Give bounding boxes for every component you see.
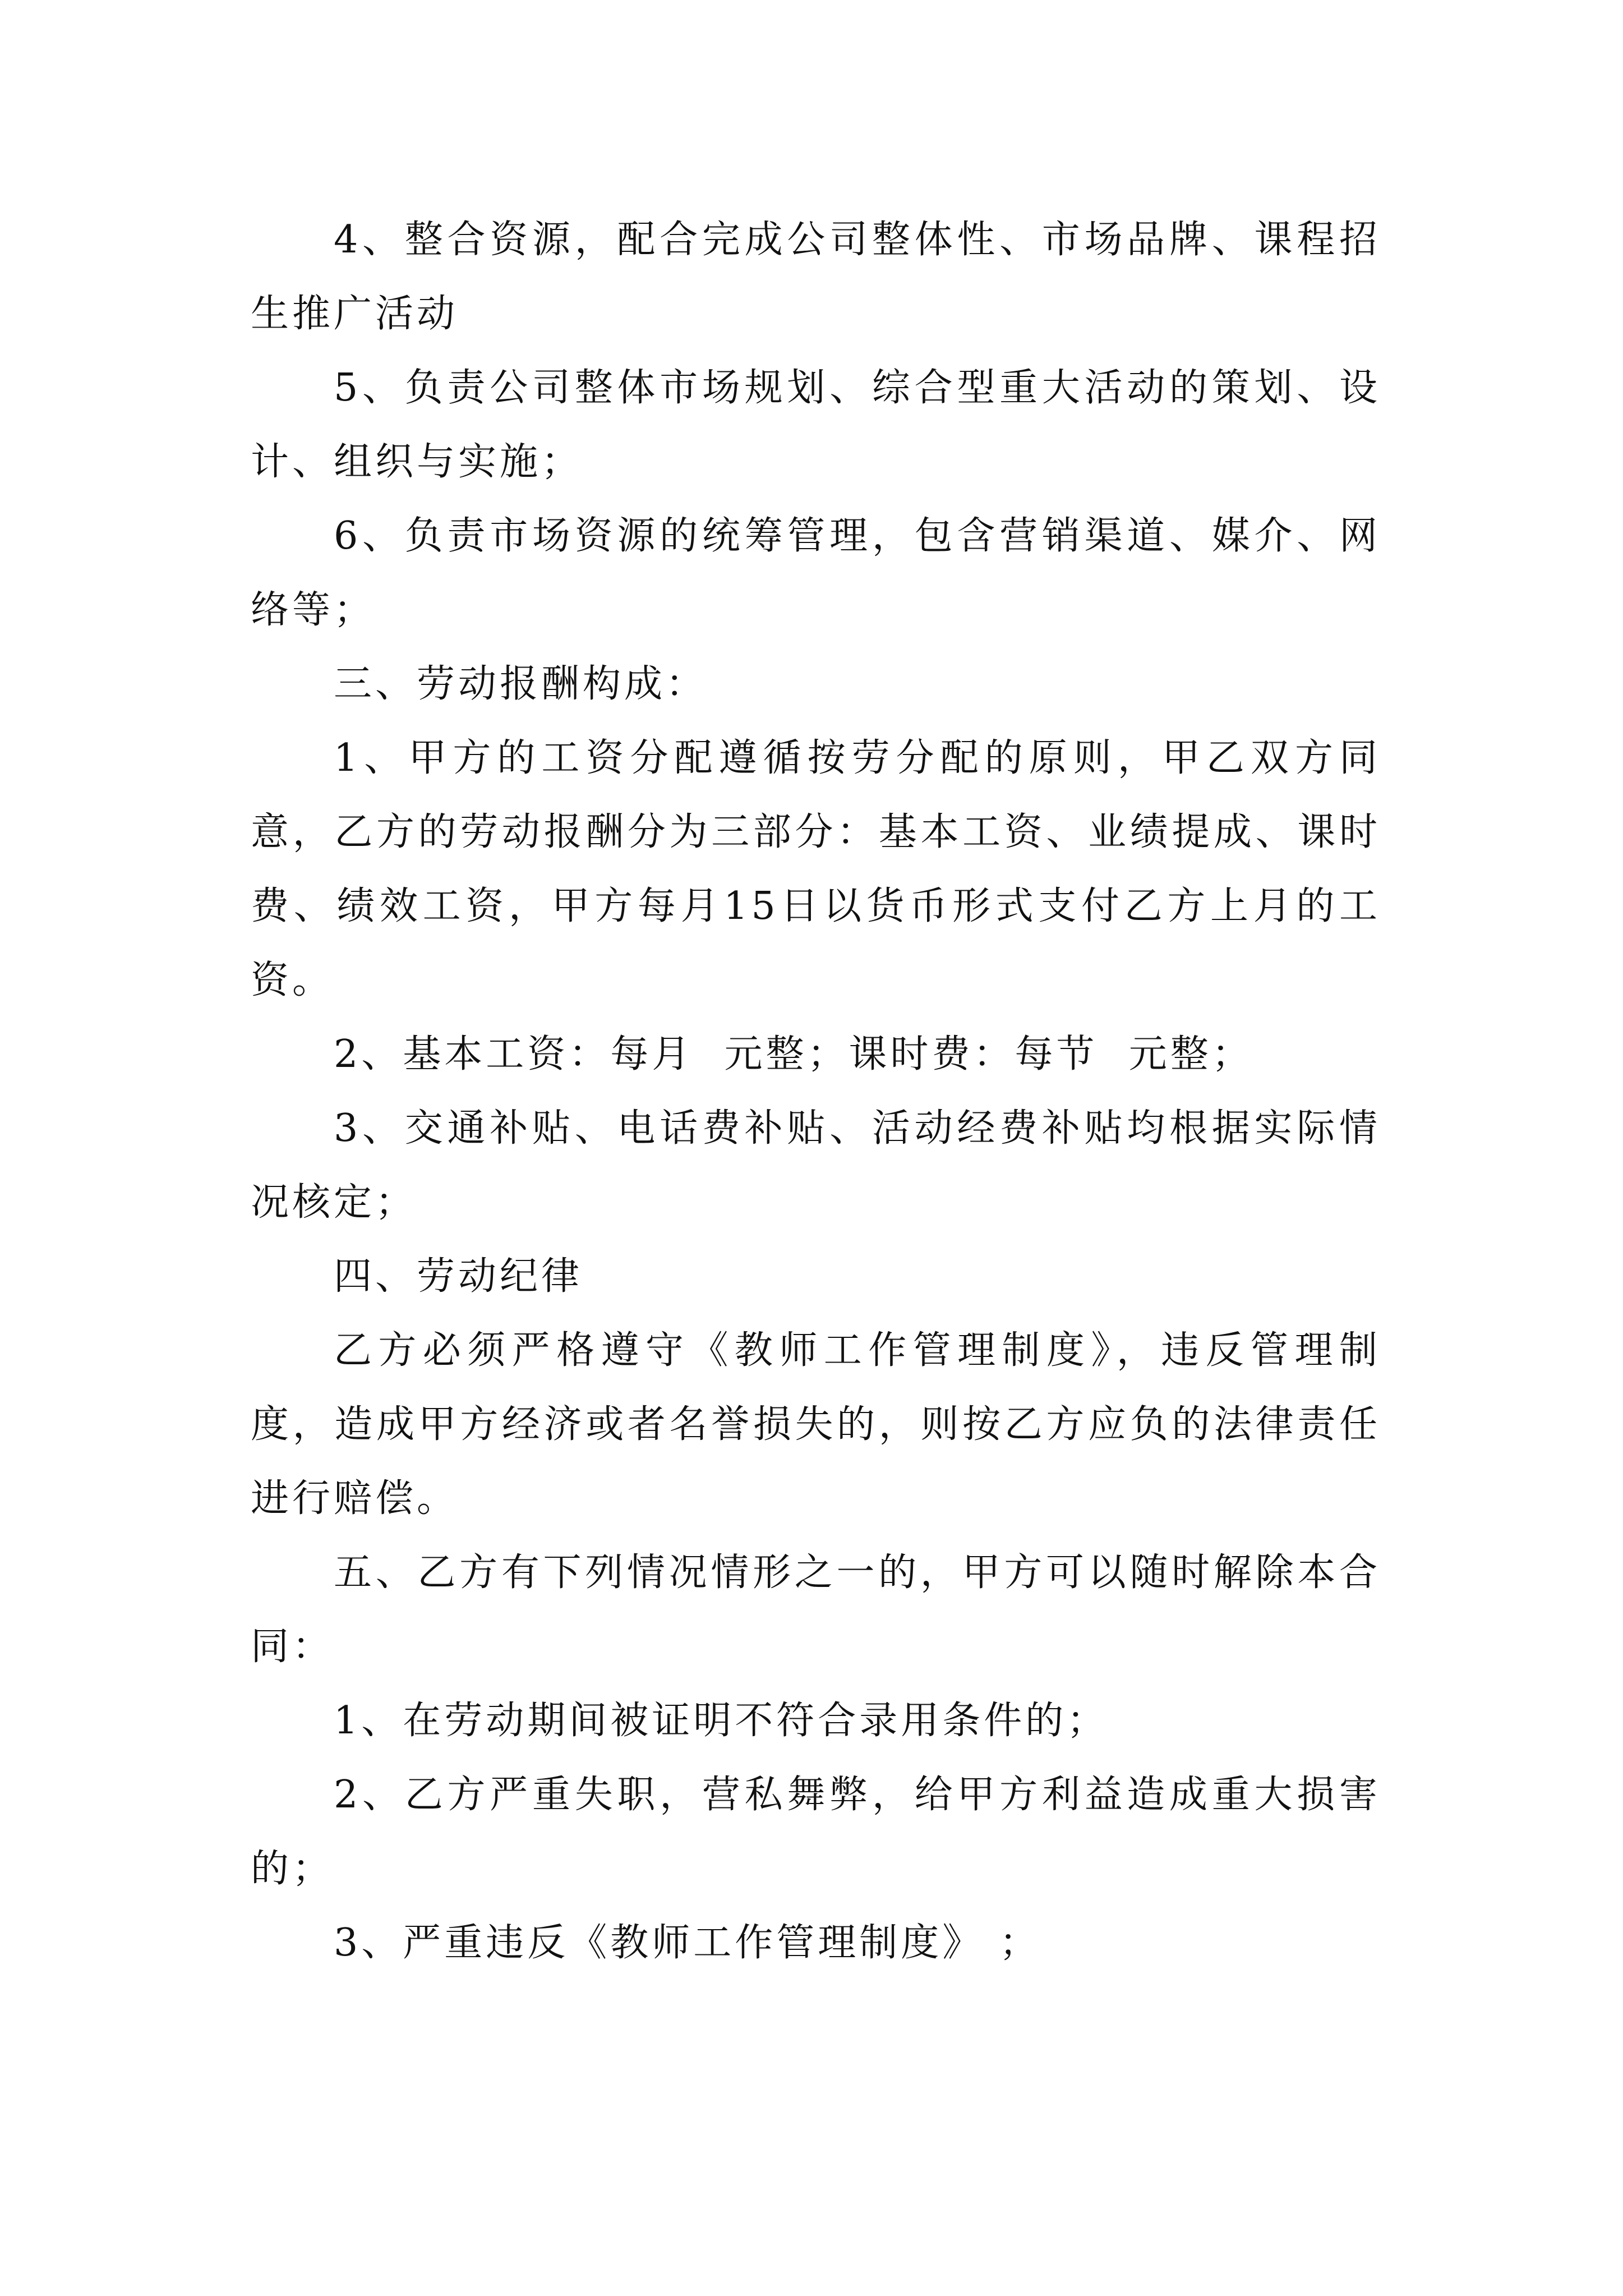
paragraph-termination-3: 3、严重违反《教师工作管理制度》 ； (334, 1921, 1041, 1965)
section-heading-termination: 五、乙方有下列情况情形之一的，甲方可以随时解除本合同： (251, 1550, 1381, 1669)
paragraph-duty-4: 4、整合资源，配合完成公司整体性、市场品牌、课程招生推广活动 (251, 218, 1381, 336)
paragraph-remuneration-3: 3、交通补贴、电话费补贴、活动经费补贴均根据实际情况核定； (251, 1106, 1381, 1225)
document-body (251, 203, 1381, 1980)
section-heading-discipline: 四、劳动纪律 (334, 1254, 583, 1299)
paragraph-duty-5: 5、负责公司整体市场规划、综合型重大活动的策划、设计、组织与实施； (251, 366, 1381, 484)
section-heading-remuneration: 三、劳动报酬构成： (334, 662, 708, 706)
paragraph-remuneration-1: 1、甲方的工资分配遵循按劳分配的原则，甲乙双方同意，乙方的劳动报酬分为三部分：基本工资、业绩提成、课时费、绩效工资，甲方每月15日以货币形式支付乙方上月的工资。 (251, 736, 1381, 1002)
paragraph-termination-2: 2、乙方严重失职，营私舞弊，给甲方利益造成重大损害的； (251, 1773, 1381, 1891)
paragraph-remuneration-2: 2、基本工资：每月 元整；课时费：每节 元整； (334, 1032, 1253, 1076)
paragraph-duty-6: 6、负责市场资源的统筹管理，包含营销渠道、媒介、网络等； (251, 514, 1381, 632)
paragraph-discipline: 乙方必须严格遵守《教师工作管理制度》，违反管理制度，造成甲方经济或者名誉损失的，则按乙方应负的法律责任进行赔偿。 (251, 1328, 1381, 1521)
paragraph-termination-1: 1、在劳动期间被证明不符合录用条件的； (334, 1699, 1109, 1743)
